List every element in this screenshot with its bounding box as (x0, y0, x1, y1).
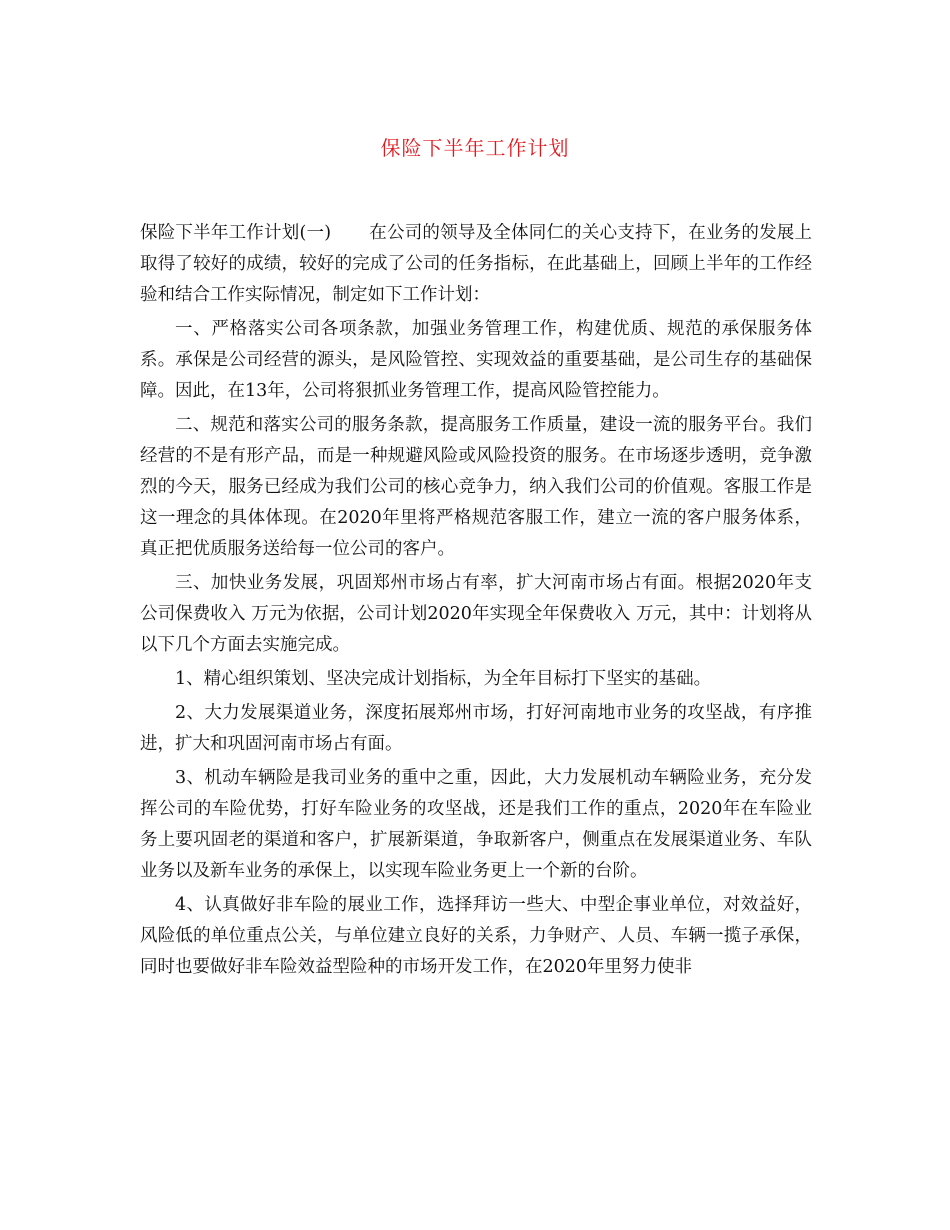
document-title: 保险下半年工作计划 (380, 136, 570, 160)
paragraph-text: 在公司的领导及全体同仁的关心支持下，在业务的发展上取得了较好的成绩，较好的完成了公司的任务指标，在此基础上，回顾上半年的工作经验和结合工作实际情况，制定如下工作计划： (140, 223, 813, 305)
document-body (140, 218, 812, 986)
intro-paragraph (140, 218, 812, 311)
intro-heading: 保险下半年工作计划(一) (140, 223, 332, 243)
paragraph: 二、规范和落实公司的服务条款，提高服务工作质量，建设一流的服务平台。我们经营的不是有形产品，而是一种规避风险或风险投资的服务。在市场逐步透明，竞争激烈的今天，服务已经成为我们公司的核心竞争力，纳入我们公司的价值观。客服工作是这一理念的具体体现。在2020年里将严格规范客服工作，建立一流的客户服务体系，真正把优质服务送给每一位公司的客户。 (140, 415, 812, 559)
paragraph: 2、大力发展渠道业务，深度拓展郑州市场，打好河南地市业务的攻坚战，有序推进，扩大和巩固河南市场占有面。 (140, 703, 812, 754)
paragraph: 1、精心组织策划、坚决完成计划指标，为全年目标打下坚实的基础。 (175, 669, 712, 689)
paragraph: 一、严格落实公司各项条款，加强业务管理工作，构建优质、规范的承保服务体系。承保是公司经营的源头，是风险管控、实现效益的重要基础，是公司生存的基础保障。因此，在13年，公司将狠抓业务管理工作，提高风险管控能力。 (140, 319, 812, 401)
paragraph: 3、机动车辆险是我司业务的重中之重，因此，大力发展机动车辆险业务，充分发挥公司的车险优势，打好车险业务的攻坚战，还是我们工作的重点，2020年在车险业务上要巩固老的渠道和客户，扩展新渠道，争取新客户，侧重点在发展渠道业务、车队业务以及新车业务的承保上，以实现车险业务更上一个新的台阶。 (140, 768, 812, 881)
paragraph: 三、加快业务发展，巩固郑州市场占有率，扩大河南市场占有面。根据2020年支公司保费收入 万元为依据，公司计划2020年实现全年保费收入 万元，其中：计划将从以下几个方面去实施完成。 (140, 573, 812, 655)
paragraph: 4、认真做好非车险的展业工作，选择拜访一些大、中型企事业单位，对效益好，风险低的单位重点公关，与单位建立良好的关系，力争财产、人员、车辆一揽子承保，同时也要做好非车险效益型险种的市场开发工作，在2020年里努力使非 (140, 895, 812, 977)
